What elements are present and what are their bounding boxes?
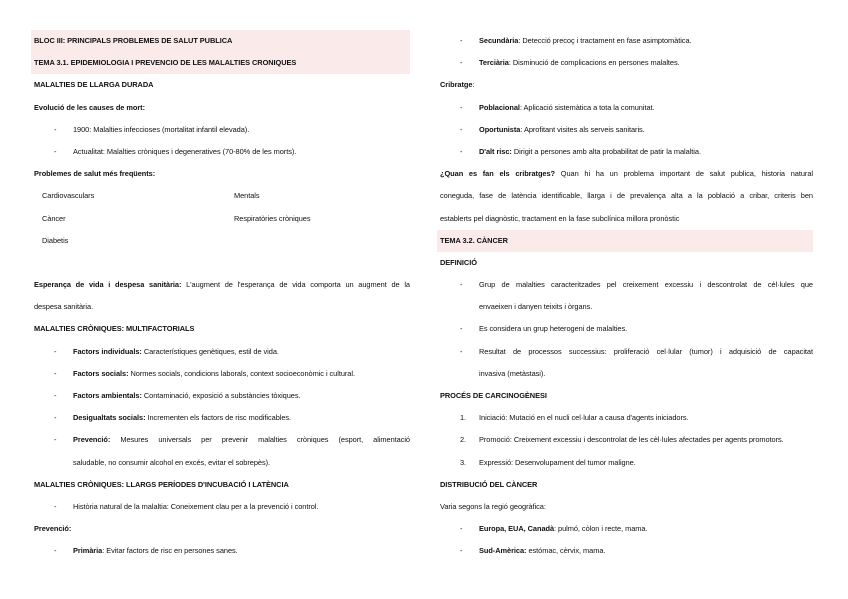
factor-label: Desigualtats socials: xyxy=(73,413,146,423)
periodes-heading: MALALTIES CRÒNIQUES: LLARGS PERÍODES D'INCUBACIÓ I LATÈNCIA xyxy=(34,479,289,489)
item-number: 1. xyxy=(460,413,467,423)
list-item xyxy=(34,429,410,451)
cribratge-type-label: Poblacional xyxy=(479,102,520,112)
numbered-item-text: Promoció: Creixement excessiu i descontrolat de les cèl·lules afectades per agents promotors. xyxy=(479,435,784,445)
factor-label: Factors individuals: xyxy=(73,346,142,356)
factor-text: Característiques genètiques, estil de vida. xyxy=(141,346,279,356)
evolucio-heading: Evolució de les causes de mort: xyxy=(34,102,145,112)
primaria-text: : Evitar factors de risc en persones sanes. xyxy=(102,546,238,556)
multifactorials-heading: MALALTIES CRÒNIQUES: MULTIFACTORIALS xyxy=(34,324,195,334)
prevencio-heading: Prevenció: xyxy=(34,524,72,534)
bullet-dash: - xyxy=(460,58,463,68)
cribratge-heading-line xyxy=(440,74,813,96)
list-item xyxy=(34,385,410,407)
bullet-dash: - xyxy=(54,391,57,400)
bullet-dash: - xyxy=(54,413,57,423)
esperanca-paragraph xyxy=(34,274,410,296)
list-item-continuation: invasiva (metàstasi). xyxy=(479,368,546,378)
list-item xyxy=(440,119,813,141)
list-item xyxy=(440,518,813,540)
list-item xyxy=(440,30,813,52)
list-item xyxy=(440,540,813,562)
secundaria-label: Secundària xyxy=(479,36,519,45)
bullet-dash: - xyxy=(460,124,463,134)
tema-title: TEMA 3.1. EPIDEMIOLOGIA I PREVENCIO DE LES MALALTIES CRONIQUES xyxy=(31,52,410,74)
esperanca-continuation: despesa sanitària. xyxy=(34,302,94,312)
bullet-dash: - xyxy=(54,346,57,356)
factor-text: Normes socials, condicions laborals, context socioeconòmic i cultural. xyxy=(128,368,355,378)
grid-cell: Mentals xyxy=(234,191,260,201)
list-item xyxy=(440,341,813,363)
numbered-item xyxy=(440,452,813,474)
bullet-dash: - xyxy=(460,280,463,290)
region-label: Europa, EUA, Canadà xyxy=(479,524,555,534)
list-item xyxy=(34,407,410,429)
varia-text: Varia segons la regió geogràfica: xyxy=(440,501,546,511)
bullet-dash: - xyxy=(54,124,57,134)
problemes-grid-row xyxy=(34,185,410,207)
prevencio-text: Mesures universals per prevenir malalties cròniques (esport, alimentació xyxy=(110,435,410,445)
cribratge-type-label: Oportunista xyxy=(479,124,521,134)
region-label: Sud-Amèrica: xyxy=(479,546,527,556)
list-item-text: Grup de malalties caracteritzades pel creixement excessiu i descontrolat de cèl·lules que xyxy=(479,280,813,290)
cribratge-type-label: D'alt risc: xyxy=(479,146,512,156)
quan-paragraph-line: coneguda, fase de latència identificable, llarga i de prevalença alta a la població a cribar, criteris ben xyxy=(440,191,813,201)
problemes-grid-row xyxy=(34,208,410,230)
list-item xyxy=(34,119,410,141)
prevencio-label: Prevenció: xyxy=(73,435,111,445)
bullet-dash: - xyxy=(460,324,463,334)
item-number: 2. xyxy=(460,435,467,445)
primaria-label: Primària xyxy=(73,546,103,556)
bullet-dash: - xyxy=(460,546,463,556)
quan-question: ¿Quan es fan els cribratges? xyxy=(440,169,556,179)
list-item xyxy=(34,540,410,562)
carcinogenesi-heading: PROCÉS DE CARCINOGÈNESI xyxy=(440,391,547,400)
grid-cell: Càncer xyxy=(42,213,66,223)
section-heading-llarga-durada: MALALTIES DE LLARGA DURADA xyxy=(34,80,154,90)
bullet-dash: - xyxy=(54,546,57,556)
cribratge-type-text: : Aprofitant visites als serveis sanitaris. xyxy=(520,124,645,134)
factor-label: Factors ambientals: xyxy=(73,391,142,400)
grid-cell: Cardiovasculars xyxy=(42,191,95,201)
grid-cell: Diabetis xyxy=(42,235,69,245)
definicio-heading: DEFINICIÓ xyxy=(440,257,477,267)
grid-cell: Respiratòries cròniques xyxy=(234,213,311,223)
bullet-dash: - xyxy=(460,36,463,45)
terciaria-label: Terciària xyxy=(479,58,509,68)
list-item xyxy=(34,141,410,163)
factor-text: Contaminació, exposició a substàncies tòxiques. xyxy=(141,391,301,400)
bullet-dash: - xyxy=(460,146,463,156)
quan-paragraph-line: establerts pel diagnòstic, tractament en la fase subclínica millora pronòstic xyxy=(440,213,680,223)
list-item xyxy=(440,318,813,340)
distribucio-heading: DISTRIBUCIÓ DEL CÀNCER xyxy=(440,479,538,489)
prevencio-continuation: saludable, no consumir alcohol en excés, evitar el sobrepès). xyxy=(73,457,271,467)
list-item xyxy=(440,274,813,296)
list-item-text: Es considera un grup heterogeni de malalties. xyxy=(479,324,628,334)
bullet-dash: - xyxy=(54,501,57,511)
bullet-dash: - xyxy=(460,524,463,534)
list-item xyxy=(440,52,813,74)
bullet-dash: - xyxy=(460,346,463,356)
cribratge-heading: Cribratge xyxy=(440,80,473,90)
cribratge-colon: : xyxy=(472,80,475,90)
numbered-item-text: Expressió: Desenvolupament del tumor maligne. xyxy=(479,457,636,467)
region-text: estómac, cèrvix, mama. xyxy=(526,546,606,556)
list-item-text: 1900: Malalties infeccioses (mortalitat infantil elevada). xyxy=(73,124,250,134)
bullet-dash: - xyxy=(54,146,57,156)
quan-paragraph xyxy=(440,163,813,185)
list-item xyxy=(440,97,813,119)
secundaria-text: : Detecció precoç i tractament en fase asimptomàtica. xyxy=(518,36,692,45)
list-item xyxy=(34,363,410,385)
spacer xyxy=(34,252,410,274)
problemes-heading: Problemes de salut més freqüents: xyxy=(34,169,156,179)
right-column xyxy=(440,30,813,563)
factor-label: Factors socials: xyxy=(73,368,129,378)
list-item-text: Resultat de processos successius: proliferació cel·lular (tumor) i adquisició de capacitat xyxy=(479,346,813,356)
bullet-dash: - xyxy=(54,435,57,445)
numbered-item-text: Iniciació: Mutació en el nucli cel·lular a causa d'agents iniciadors. xyxy=(479,413,689,423)
numbered-item xyxy=(440,429,813,451)
quan-text: Quan hi ha un problema important de salut publica, historia natural xyxy=(555,169,813,179)
list-item-continuation: envaeixen i danyen teixits i òrgans. xyxy=(479,302,593,312)
left-column xyxy=(34,30,410,563)
list-item xyxy=(34,341,410,363)
problemes-grid-row xyxy=(34,230,410,252)
terciaria-text: : Disminució de complicacions en persones malaltes. xyxy=(508,58,680,68)
list-item-text: Actualitat: Malalties cròniques i degeneratives (70-80% de les morts). xyxy=(73,146,297,156)
factor-text: Incrementen els factors de risc modificables. xyxy=(145,413,292,423)
cribratge-type-text: Dirigit a persones amb alta probabilitat de patir la malaltia. xyxy=(511,146,701,156)
list-item-text: Història natural de la malaltia: Coneixement clau per a la prevenció i control. xyxy=(73,501,319,511)
bloc-title: BLOC III: PRINCIPALS PROBLEMES DE SALUT PUBLICA xyxy=(31,30,410,52)
bullet-dash: - xyxy=(54,368,57,378)
esperanca-label: Esperança de vida i despesa sanitària: xyxy=(34,280,182,290)
numbered-item xyxy=(440,407,813,429)
esperanca-text: L'augment de l'esperança de vida comporta un augment de la xyxy=(181,280,410,290)
bullet-dash: - xyxy=(460,102,463,112)
item-number: 3. xyxy=(460,457,467,467)
list-item xyxy=(440,141,813,163)
region-text: : pulmó, còlon i recte, mama. xyxy=(554,524,648,534)
tema-cancer-title: TEMA 3.2. CÀNCER xyxy=(437,230,813,252)
list-item xyxy=(34,496,410,518)
cribratge-type-text: : Aplicació sistemàtica a tota la comunitat. xyxy=(519,102,655,112)
